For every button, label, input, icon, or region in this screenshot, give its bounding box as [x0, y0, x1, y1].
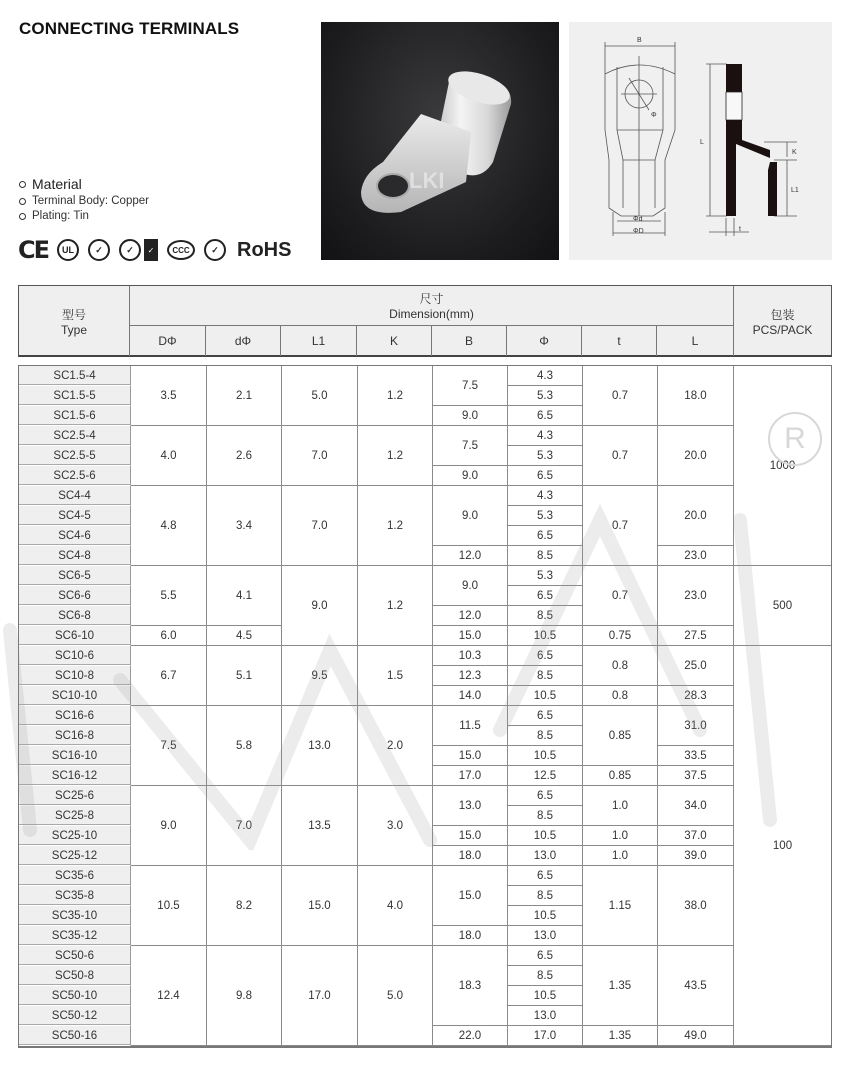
dimension-cell: 7.5 [131, 706, 207, 786]
type-cell: SC50-6 [19, 946, 131, 966]
dimension-cell: 12.3 [433, 666, 508, 686]
dimension-cell: 15.0 [433, 626, 508, 646]
dimension-cell: 5.3 [508, 446, 583, 466]
column-header: L1 [281, 326, 357, 356]
dimension-cell: 9.5 [282, 646, 358, 706]
dimension-cell: 1.15 [583, 866, 658, 946]
dimension-cell: 13.5 [282, 786, 358, 866]
dimension-cell: 0.7 [583, 566, 658, 626]
type-cell: SC35-12 [19, 926, 131, 946]
svg-text:K: K [792, 149, 797, 156]
dimension-drawing [569, 22, 832, 260]
dimension-cell: 0.8 [583, 646, 658, 686]
dimension-cell: 15.0 [433, 746, 508, 766]
dimension-cell: 7.5 [433, 426, 508, 466]
dimension-cell: 3.5 [131, 366, 207, 426]
dimension-cell: 34.0 [658, 786, 734, 826]
dimension-cell: 18.0 [433, 846, 508, 866]
dimension-cell: 12.5 [508, 766, 583, 786]
dimension-cell: 28.3 [658, 686, 734, 706]
pack-qty-cell: 100 [734, 646, 831, 1046]
type-cell: SC10-10 [19, 686, 131, 706]
dimension-cell: 4.0 [131, 426, 207, 486]
dimension-cell: 9.0 [433, 566, 508, 606]
dimension-cell: 1.0 [583, 846, 658, 866]
dimension-cell: 6.7 [131, 646, 207, 706]
dimension-cell: 1.2 [358, 366, 433, 426]
dimension-cell: 9.8 [207, 946, 282, 1046]
dimension-cell: 8.2 [207, 866, 282, 946]
dimension-cell: 1.2 [358, 426, 433, 486]
type-cell: SC4-5 [19, 506, 131, 526]
column-header: t [582, 326, 657, 356]
dimension-cell: 0.7 [583, 366, 658, 426]
type-cell: SC25-8 [19, 806, 131, 826]
column-header: L [657, 326, 734, 356]
dimension-cell: 4.5 [207, 626, 282, 646]
ce-mark-icon: CE [18, 236, 49, 264]
dimension-cell: 0.7 [583, 426, 658, 486]
dimension-cell: 1.0 [583, 786, 658, 826]
dimension-cell: 9.0 [433, 406, 508, 426]
type-cell: SC35-8 [19, 886, 131, 906]
dimension-cell: 10.5 [131, 866, 207, 946]
dimension-cell: 10.5 [508, 626, 583, 646]
ring-terminal-image [321, 22, 559, 260]
material-item-body: Terminal Body: Copper [19, 195, 149, 207]
dimension-cell: 6.5 [508, 406, 583, 426]
type-cell: SC10-6 [19, 646, 131, 666]
dimension-cell: 14.0 [433, 686, 508, 706]
type-cell: SC6-5 [19, 566, 131, 586]
dimension-cell: 17.0 [433, 766, 508, 786]
dimension-cell: 6.5 [508, 526, 583, 546]
type-cell: SC25-12 [19, 846, 131, 866]
type-cell: SC50-16 [19, 1026, 131, 1046]
dimension-cell: 9.0 [433, 486, 508, 546]
dimension-cell: 8.5 [508, 886, 583, 906]
dimension-cell: 13.0 [433, 786, 508, 826]
dimension-cell: 6.5 [508, 646, 583, 666]
dimension-cell: 0.75 [583, 626, 658, 646]
dimension-cell: 1.2 [358, 486, 433, 566]
dimension-cell: 1.0 [583, 826, 658, 846]
check-seal-icon: ✓ [88, 239, 110, 261]
dimension-cell: 22.0 [433, 1026, 508, 1046]
bullet-icon [19, 213, 26, 220]
dimension-cell: 20.0 [658, 486, 734, 546]
dimension-cell: 37.0 [658, 826, 734, 846]
type-cell: SC2.5-4 [19, 426, 131, 446]
dimension-cell: 2.1 [207, 366, 282, 426]
product-photo [321, 22, 559, 260]
column-header: B [432, 326, 507, 356]
type-cell: SC10-8 [19, 666, 131, 686]
svg-text:LKI: LKI [409, 168, 445, 193]
dimension-cell: 1.2 [358, 566, 433, 646]
spec-table-header [18, 285, 832, 357]
dimension-cell: 25.0 [658, 646, 734, 686]
dimension-cell: 11.5 [433, 706, 508, 746]
dimension-cell: 7.5 [433, 366, 508, 406]
type-header: 型号 Type [19, 286, 130, 356]
type-cell: SC2.5-5 [19, 446, 131, 466]
dimension-cell: 4.3 [508, 366, 583, 386]
dimension-cell: 9.0 [433, 466, 508, 486]
type-cell: SC4-4 [19, 486, 131, 506]
dimension-cell: 7.0 [282, 486, 358, 566]
type-cell: SC35-6 [19, 866, 131, 886]
dimension-cell: 12.0 [433, 606, 508, 626]
dimension-cell: 12.4 [131, 946, 207, 1046]
column-header: dΦ [206, 326, 281, 356]
dimension-cell: 10.3 [433, 646, 508, 666]
dimension-cell: 9.0 [131, 786, 207, 866]
dimension-cell: 6.5 [508, 946, 583, 966]
svg-text:L1: L1 [791, 187, 799, 194]
dimension-cell: 23.0 [658, 566, 734, 626]
dimension-cell: 6.5 [508, 466, 583, 486]
dimension-header: 尺寸 Dimension(mm) [130, 286, 734, 326]
dimension-cell: 8.5 [508, 546, 583, 566]
dimension-cell: 0.7 [583, 486, 658, 566]
dimension-cell: 10.5 [508, 986, 583, 1006]
pack-qty-cell: 1000 [734, 366, 831, 566]
dimension-cell: 3.0 [358, 786, 433, 866]
dimension-cell: 6.0 [131, 626, 207, 646]
dimension-cell: 17.0 [508, 1026, 583, 1046]
type-cell: SC25-6 [19, 786, 131, 806]
dimension-cell: 13.0 [282, 706, 358, 786]
bullet-icon [19, 181, 26, 188]
type-cell: SC1.5-6 [19, 406, 131, 426]
dimension-cell: 10.5 [508, 746, 583, 766]
dimension-cell: 37.5 [658, 766, 734, 786]
safety-seal-icon: ✓ [119, 239, 141, 261]
dimension-cell: 13.0 [508, 846, 583, 866]
column-header: DΦ [130, 326, 206, 356]
rohs-mark: RoHS [237, 238, 292, 261]
dimension-cell: 31.0 [658, 706, 734, 746]
type-cell: SC1.5-5 [19, 386, 131, 406]
svg-text:B: B [637, 37, 642, 44]
verified-badge-icon: ✓ [144, 239, 158, 261]
certification-logos [18, 236, 291, 264]
dimension-cell: 5.8 [207, 706, 282, 786]
dimension-cell: 0.8 [583, 686, 658, 706]
dimension-cell: 15.0 [433, 866, 508, 926]
dimension-cell: 9.0 [282, 566, 358, 646]
svg-text:ΦD: ΦD [633, 228, 644, 235]
dimension-cell: 3.4 [207, 486, 282, 566]
dimension-cell: 1.35 [583, 1026, 658, 1046]
dimension-cell: 5.5 [131, 566, 207, 626]
svg-text:Φd: Φd [633, 216, 643, 223]
type-cell: SC1.5-4 [19, 366, 131, 386]
type-cell: SC50-8 [19, 966, 131, 986]
dimension-cell: 5.1 [207, 646, 282, 706]
dimension-cell: 23.0 [658, 546, 734, 566]
dimension-cell: 39.0 [658, 846, 734, 866]
dimension-cell: 20.0 [658, 426, 734, 486]
dimension-cell: 8.5 [508, 606, 583, 626]
ul-mark-icon: UL [57, 239, 79, 261]
dimension-cell: 15.0 [433, 826, 508, 846]
dimension-cell: 5.3 [508, 506, 583, 526]
dimension-cell: 10.5 [508, 906, 583, 926]
dimension-cell: 2.0 [358, 706, 433, 786]
type-cell: SC6-6 [19, 586, 131, 606]
type-cell: SC16-12 [19, 766, 131, 786]
type-cell: SC2.5-6 [19, 466, 131, 486]
dimension-cell: 6.5 [508, 786, 583, 806]
spec-table-body [18, 365, 832, 1048]
dimension-cell: 18.0 [433, 926, 508, 946]
dimension-cell: 43.5 [658, 946, 734, 1026]
dimension-cell: 2.6 [207, 426, 282, 486]
type-cell: SC6-10 [19, 626, 131, 646]
dimension-cell: 7.0 [207, 786, 282, 866]
column-header: K [357, 326, 432, 356]
type-cell: SC4-8 [19, 546, 131, 566]
dimension-cell: 10.5 [508, 826, 583, 846]
registered-mark-icon: R [768, 412, 822, 466]
dimension-cell: 4.8 [131, 486, 207, 566]
svg-text:t: t [739, 226, 741, 233]
svg-text:L: L [700, 139, 704, 146]
dimension-cell: 8.5 [508, 726, 583, 746]
dimension-cell: 7.0 [282, 426, 358, 486]
dimension-cell: 17.0 [282, 946, 358, 1046]
dimension-cell: 0.85 [583, 706, 658, 766]
dimension-cell: 5.0 [358, 946, 433, 1046]
dimension-cell: 13.0 [508, 1006, 583, 1026]
pack-qty-cell: 500 [734, 566, 831, 646]
dimension-cell: 38.0 [658, 866, 734, 946]
pack-header: 包装 PCS/PACK [752, 307, 813, 337]
material-list [19, 176, 149, 225]
dimension-cell: 10.5 [508, 686, 583, 706]
dimension-cell: 8.5 [508, 666, 583, 686]
material-item-plating: Plating: Tin [19, 210, 149, 222]
dimension-cell: 49.0 [658, 1026, 734, 1046]
page-title: CONNECTING TERMINALS [19, 19, 240, 38]
dimension-cell: 8.5 [508, 806, 583, 826]
dimension-cell: 4.0 [358, 866, 433, 946]
dimension-cell: 5.3 [508, 386, 583, 406]
dimension-cell: 6.5 [508, 586, 583, 606]
sgs-check-icon: ✓ [204, 239, 226, 261]
dimension-cell: 4.1 [207, 566, 282, 626]
dimension-cell: 15.0 [282, 866, 358, 946]
type-cell: SC50-12 [19, 1006, 131, 1026]
dimension-cell: 4.3 [508, 486, 583, 506]
dimension-cell: 1.35 [583, 946, 658, 1026]
type-cell: SC16-6 [19, 706, 131, 726]
type-cell: SC35-10 [19, 906, 131, 926]
type-cell: SC16-10 [19, 746, 131, 766]
dimension-cell: 8.5 [508, 966, 583, 986]
dimension-cell: 33.5 [658, 746, 734, 766]
dimension-cell: 5.0 [282, 366, 358, 426]
dimension-cell: 13.0 [508, 926, 583, 946]
dimension-cell: 18.0 [658, 366, 734, 426]
material-heading: Material [19, 176, 149, 192]
dimension-cell: 12.0 [433, 546, 508, 566]
svg-text:Φ: Φ [651, 112, 657, 119]
type-cell: SC6-8 [19, 606, 131, 626]
type-cell: SC50-10 [19, 986, 131, 1006]
dimension-cell: 6.5 [508, 866, 583, 886]
type-cell: SC25-10 [19, 826, 131, 846]
column-header: Φ [507, 326, 582, 356]
dimension-cell: 27.5 [658, 626, 734, 646]
dimension-cell: 5.3 [508, 566, 583, 586]
bullet-icon [19, 198, 26, 205]
dimension-cell: 1.5 [358, 646, 433, 706]
dimension-cell: 0.85 [583, 766, 658, 786]
ccc-mark-icon: CCC [167, 240, 195, 260]
dimension-cell: 4.3 [508, 426, 583, 446]
type-cell: SC4-6 [19, 526, 131, 546]
type-cell: SC16-8 [19, 726, 131, 746]
dimension-cell: 6.5 [508, 706, 583, 726]
dimension-cell: 18.3 [433, 946, 508, 1026]
